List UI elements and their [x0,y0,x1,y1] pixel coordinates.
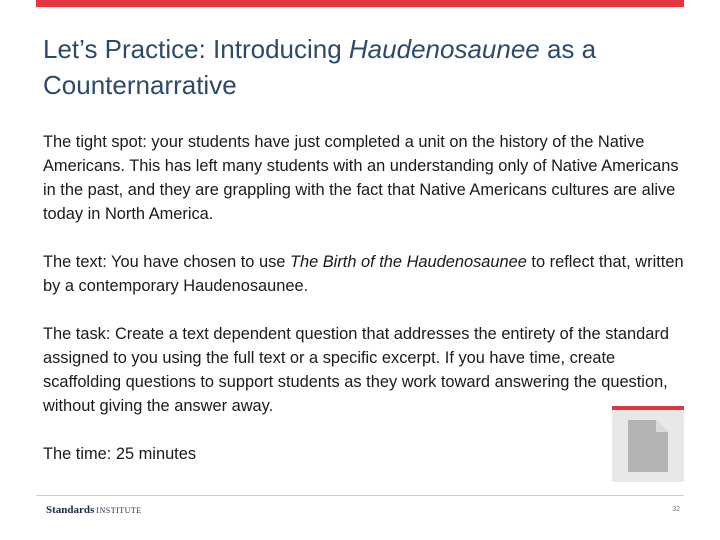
paragraph-task: The task: Create a text dependent question that addresses the entirety of the standard assigned to you using the full text or a specific excerpt. If you have time, create scaffolding questions to support students as they work toward answering the question, without giving the answer away. [43,325,669,415]
title-italic: Haudenosaunee [348,34,540,64]
document-widget-accent-bar [612,406,684,410]
text-prefix: The text: You have chosen to use [43,253,290,271]
slide-title [43,31,683,103]
top-accent-bar [36,0,684,7]
document-widget[interactable] [612,406,684,482]
title-prefix: Let’s Practice: Introducing [43,34,349,64]
paragraph-text [43,250,693,298]
paragraph-time: The time: 25 minutes [43,445,197,463]
text-italic: The Birth of the Haudenosaunee [289,253,527,271]
title-suffix: as a Counternarrative [43,34,597,100]
standards-institute-logo [46,504,142,517]
text-suffix: to reflect that, written by a contemporary Haudenosaunee. [43,253,684,295]
logo-bold-text: Standards [46,504,95,516]
page-number: 32 [672,506,680,513]
paragraph-tight-spot: The tight spot: your students have just completed a unit on the history of the Native Americans. This has left many students with an understanding only of Native Americans in the past, and they are grappling with the fact that Native Americans cultures are alive today in North America. [43,133,679,223]
footer-divider [36,495,684,496]
logo-light-text: INSTITUTE [96,506,142,515]
document-icon [626,418,670,474]
